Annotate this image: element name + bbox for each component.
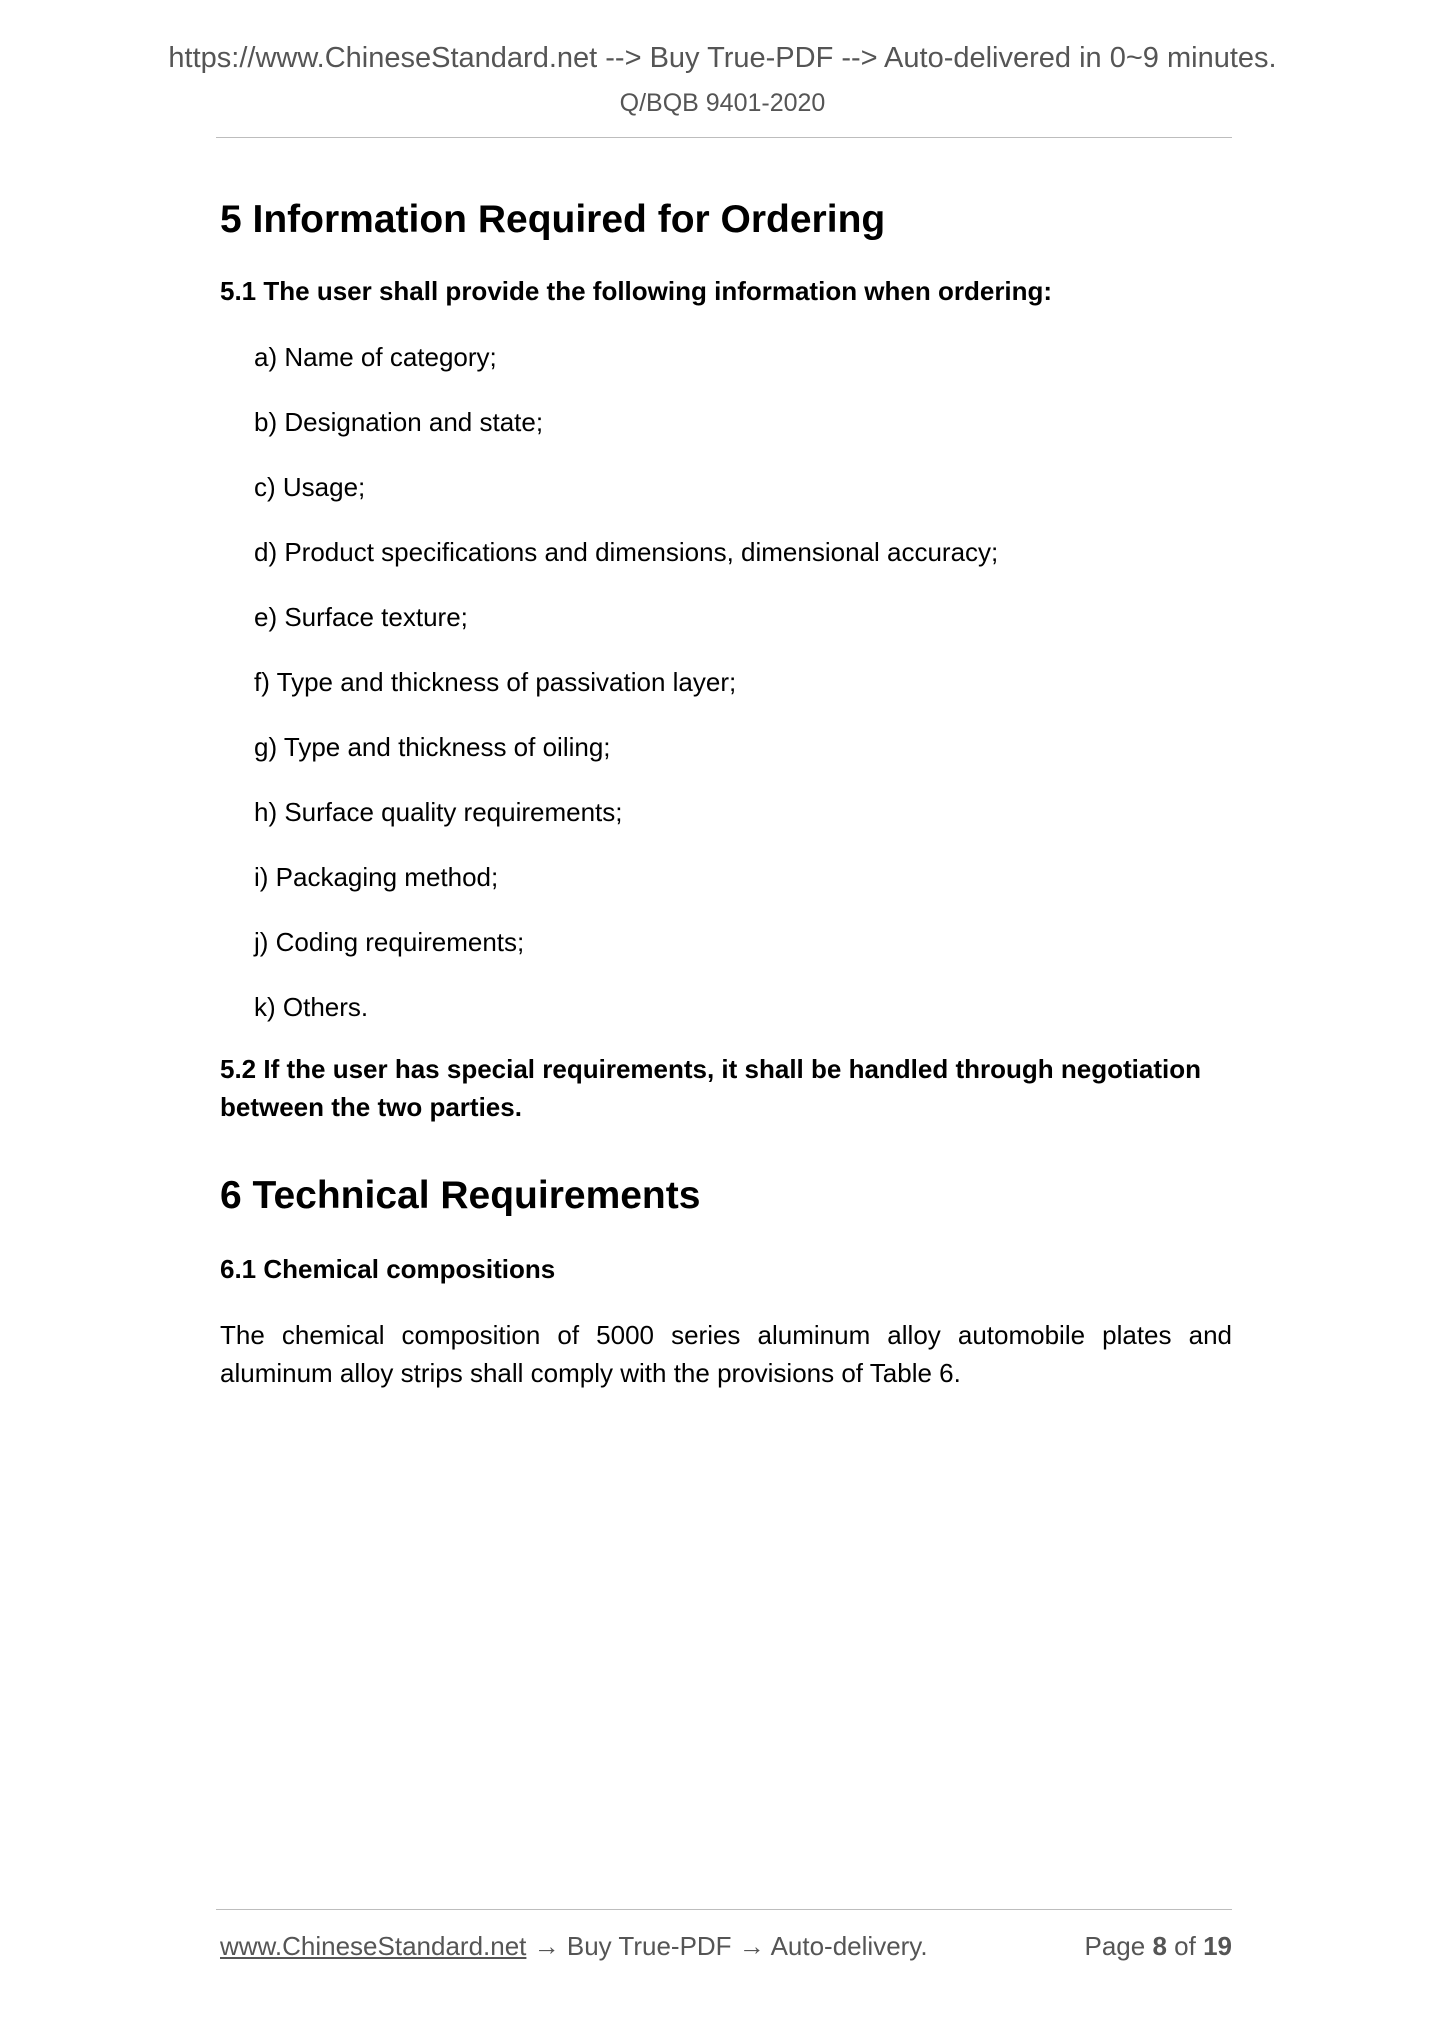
page-number: 8 — [1152, 1931, 1167, 1961]
page-footer — [220, 1928, 1232, 1964]
clause-6-1-heading: 6.1 Chemical compositions — [220, 1254, 556, 1284]
list-item: i) Packaging method; — [254, 862, 499, 892]
page-indicator — [1084, 1928, 1232, 1964]
ordering-info-list — [220, 340, 1232, 1024]
of-label: of — [1174, 1931, 1196, 1961]
standard-code: Q/BQB 9401-2020 — [619, 89, 826, 117]
list-item: k) Others. — [254, 992, 369, 1022]
list-item: g) Type and thickness of oiling; — [254, 732, 611, 762]
clause-5-1-heading: 5.1 The user shall provide the following information when ordering: — [220, 276, 1053, 306]
list-item: f) Type and thickness of passivation layer; — [254, 667, 737, 697]
list-item: h) Surface quality requirements; — [254, 797, 623, 827]
list-item: a) Name of category; — [254, 342, 497, 372]
clause-5-2-heading: 5.2 If the user has special requirements, it shall be handled through negotiation between the two parties. — [220, 1054, 1201, 1122]
page-total: 19 — [1203, 1931, 1232, 1961]
footer-divider — [216, 1909, 1232, 1910]
list-item: e) Surface texture; — [254, 602, 468, 632]
top-banner: https://www.ChineseStandard.net --> Buy True-PDF --> Auto-delivered in 0~9 minutes. — [168, 42, 1277, 74]
page-label: Page — [1084, 1931, 1146, 1961]
chemical-composition-paragraph: The chemical composition of 5000 series aluminum alloy automobile plates and aluminum alloy strips shall comply with the provisions of Table 6. — [220, 1320, 1232, 1388]
footer-website-link[interactable]: www.ChineseStandard.net — [220, 1931, 527, 1961]
section-6-heading: 6 Technical Requirements — [220, 1174, 701, 1217]
document-body — [220, 190, 1232, 1392]
list-item: b) Designation and state; — [254, 407, 544, 437]
list-item: c) Usage; — [254, 472, 366, 502]
section-5-heading: 5 Information Required for Ordering — [220, 198, 886, 241]
list-item: d) Product specifications and dimensions, dimensional accuracy; — [254, 537, 999, 567]
list-item: j) Coding requirements; — [254, 927, 525, 957]
header-divider — [216, 137, 1232, 138]
footer-tagline: → Buy True-PDF → Auto-delivery. — [526, 1931, 928, 1961]
